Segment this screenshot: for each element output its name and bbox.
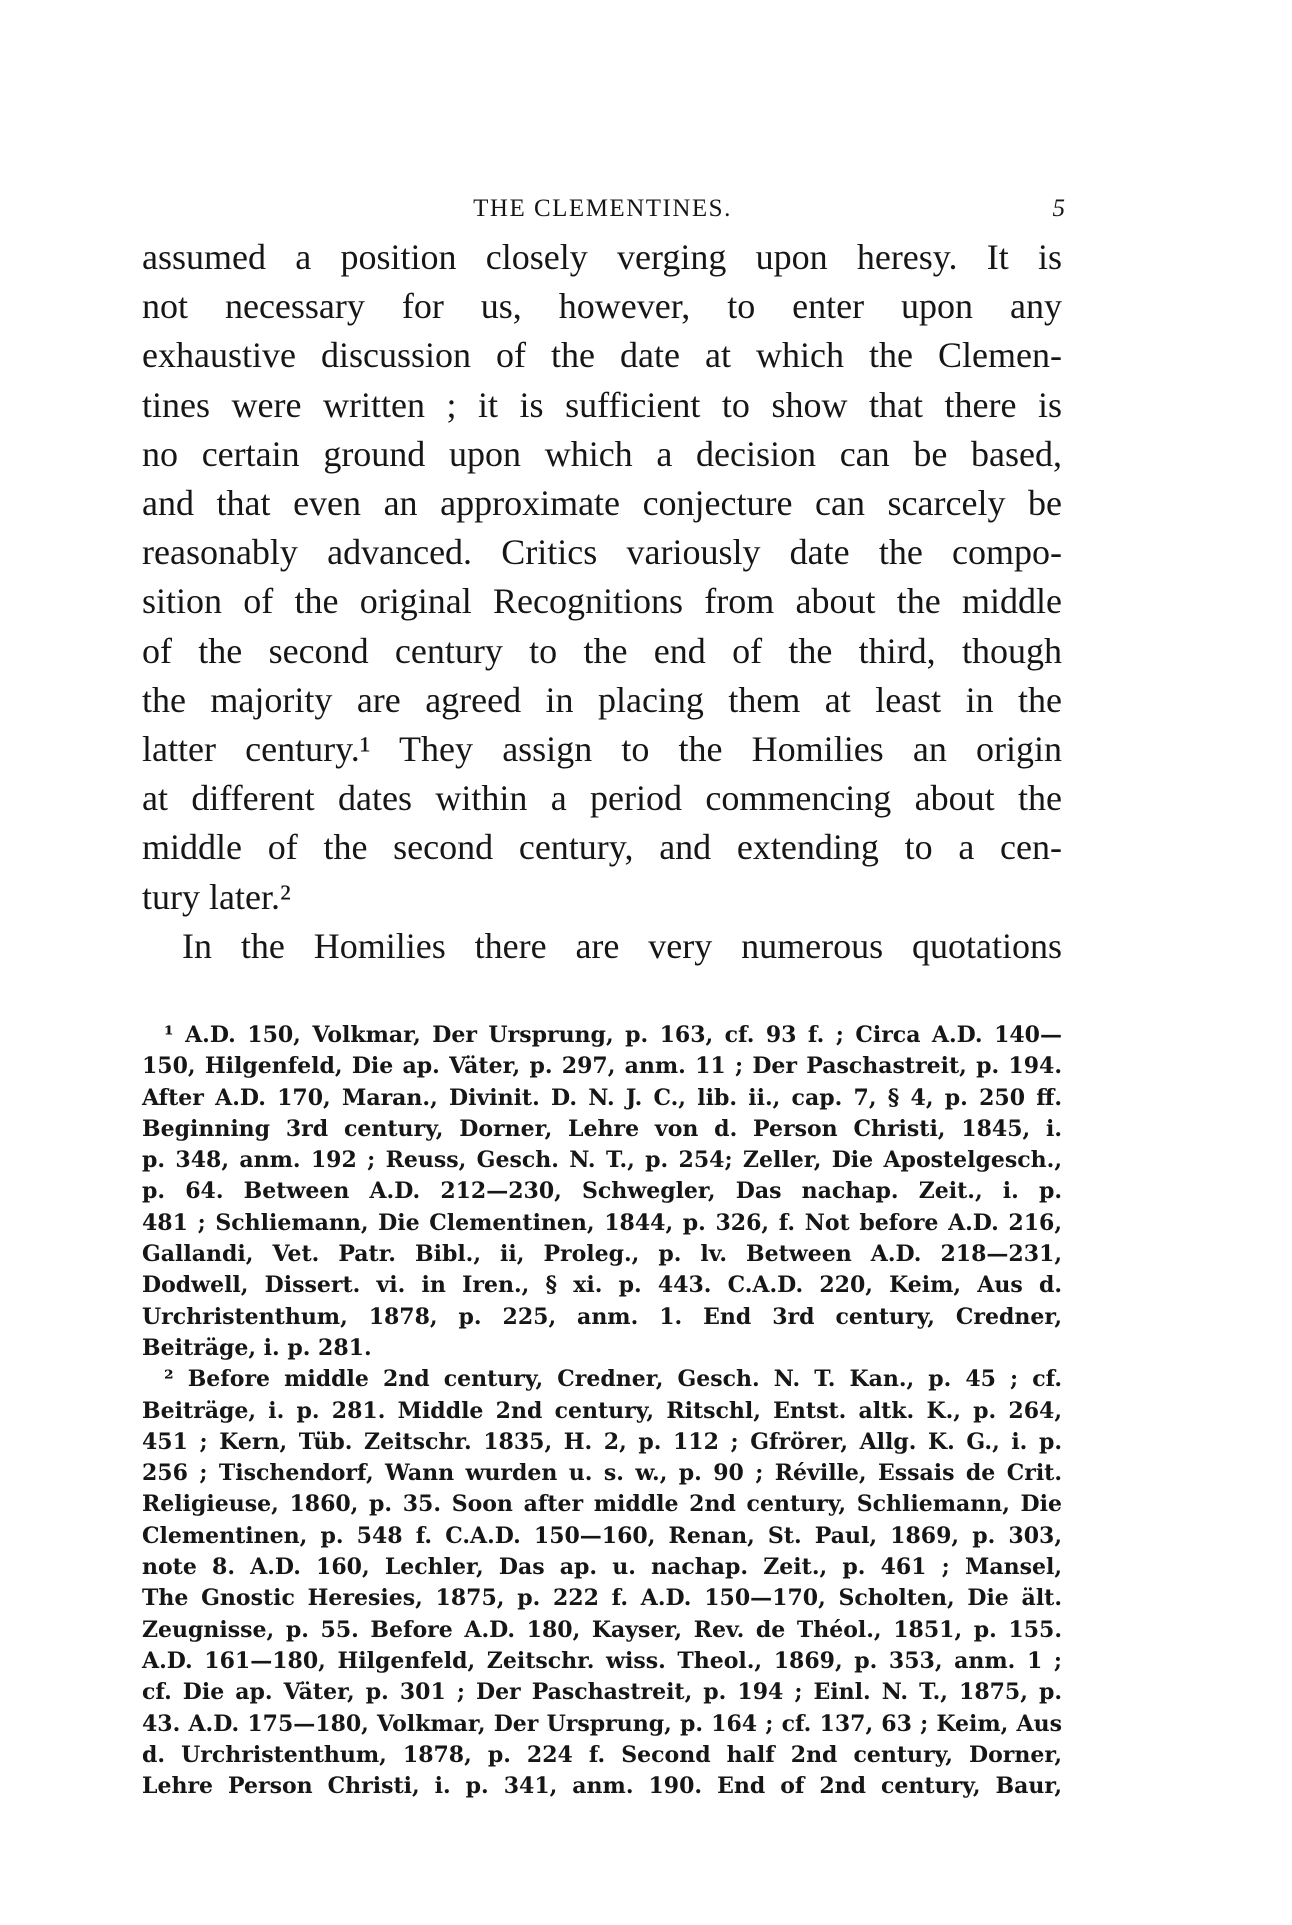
text-line: at different dates within a period commencing about the [142,778,1062,819]
footnote-line: 451 ; Kern, Tüb. Zeitschr. 1835, H. 2, p. 112 ; Gfrörer, Allg. K. G., i. p. [142,1428,1062,1455]
text-line: of the second century to the end of the third, though [142,630,1062,671]
text-line: latter century.¹ They assign to the Homilies an origin [142,729,1062,770]
footnote-line: Beiträge, i. p. 281. Middle 2nd century, Ritschl, Entst. altk. K., p. 264, [142,1397,1062,1424]
text-line: sition of the original Recognitions from about the middle [142,581,1062,622]
text-line: and that even an approximate conjecture can scarcely be [142,483,1062,524]
footnote-line: 481 ; Schliemann, Die Clementinen, 1844, p. 326, f. Not before A.D. 216, [142,1209,1062,1236]
footnote-line: ² Before middle 2nd century, Credner, Gesch. N. T. Kan., p. 45 ; cf. [164,1366,1062,1393]
footnote-line: Urchristenthum, 1878, p. 225, anm. 1. End 3rd century, Credner, [142,1303,1062,1330]
page-number: 5 [1052,195,1065,222]
text-line: exhaustive discussion of the date at which the Clemen- [142,335,1062,376]
footnote-line: Gallandi, Vet. Patr. Bibl., ii, Proleg., p. lv. Between A.D. 218—231, [142,1241,1062,1268]
footnote-line: Dodwell, Dissert. vi. in Iren., § xi. p. 443. C.A.D. 220, Keim, Aus d. [142,1272,1062,1299]
footnote-line: Beiträge, i. p. 281. [142,1334,372,1361]
text-line: assumed a position closely verging upon heresy. It is [142,237,1062,277]
text-line: middle of the second century, and extending to a cen- [142,827,1062,868]
footnote-line: Beginning 3rd century, Dorner, Lehre von d. Person Christi, 1845, i. [142,1115,1062,1142]
page-header [140,195,1065,229]
text-line: reasonably advanced. Critics variously date the compo- [142,532,1062,573]
footnote-line: note 8. A.D. 160, Lechler, Das ap. u. nachap. Zeit., p. 461 ; Mansel, [142,1554,1062,1581]
text-line: the majority are agreed in placing them at least in the [142,679,1062,720]
footnote-line: Zeugnisse, p. 55. Before A.D. 180, Kayser, Rev. de Théol., 1851, p. 155. [142,1616,1062,1643]
footnote-line: cf. Die ap. Väter, p. 301 ; Der Paschastreit, p. 194 ; Einl. N. T., 1875, p. [142,1679,1062,1706]
text-line: In the Homilies there are very numerous quotations [182,925,1062,966]
footnote-line: p. 348, anm. 192 ; Reuss, Gesch. N. T., p. 254; Zeller, Die Apostelgesch., [142,1147,1062,1174]
footnote-line: The Gnostic Heresies, 1875, p. 222 f. A.D. 150—170, Scholten, Die ält. [142,1585,1062,1612]
footnote-line: d. Urchristenthum, 1878, p. 224 f. Second half 2nd century, Dorner, [142,1741,1062,1768]
footnote-line: After A.D. 170, Maran., Divinit. D. N. J. C., lib. ii., cap. 7, § 4, p. 250 ff. [142,1084,1062,1111]
text-line: not necessary for us, however, to enter upon any [142,286,1062,327]
footnote-line: p. 64. Between A.D. 212—230, Schwegler, Das nachap. Zeit., i. p. [142,1178,1062,1205]
running-title: THE CLEMENTINES. [473,195,732,222]
footnote-line: Lehre Person Christi, i. p. 341, anm. 190. End of 2nd century, Baur, [142,1773,1062,1800]
footnote-line: Religieuse, 1860, p. 35. Soon after middle 2nd century, Schliemann, Die [142,1491,1062,1518]
footnote-line: 43. A.D. 175—180, Volkmar, Der Ursprung, p. 164 ; cf. 137, 63 ; Keim, Aus [142,1710,1062,1737]
main-text [142,233,1062,971]
text-line: tury later.² [142,876,291,917]
text-line: no certain ground upon which a decision can be based, [142,433,1062,474]
footnote-line: A.D. 161—180, Hilgenfeld, Zeitschr. wiss. Theol., 1869, p. 353, anm. 1 ; [142,1647,1062,1674]
footnote-line: Clementinen, p. 548 f. C.A.D. 150—160, Renan, St. Paul, 1869, p. 303, [142,1522,1062,1549]
footnote-line: 256 ; Tischendorf, Wann wurden u. s. w., p. 90 ; Réville, Essais de Crit. [142,1460,1062,1487]
text-line: tines were written ; it is sufficient to show that there is [142,384,1062,425]
footnote-line: ¹ A.D. 150, Volkmar, Der Ursprung, p. 163, cf. 93 f. ; Circa A.D. 140— [164,1022,1062,1048]
footnotes [142,1020,1062,1802]
footnote-line: 150, Hilgenfeld, Die ap. Väter, p. 297, anm. 11 ; Der Paschastreit, p. 194. [142,1053,1062,1080]
